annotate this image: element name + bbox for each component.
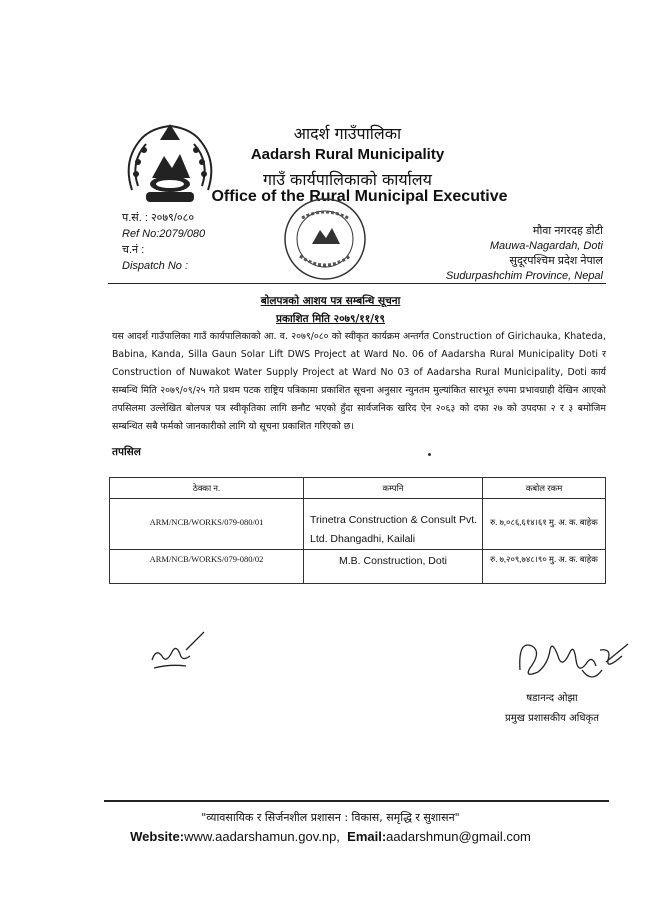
contract-number: ARM/NCB/WORKS/079-080/01 xyxy=(110,499,304,550)
office-name-nepali: गाउँ कार्यपालिकाको कार्यालय xyxy=(263,170,432,189)
footer-contact xyxy=(0,829,661,844)
company-name: Trinetra Construction & Consult Pvt. Ltd. Dhangadhi, Kailali xyxy=(304,499,483,550)
published-date: प्रकाशित मिति २०७९/११/१९ xyxy=(276,313,385,325)
municipality-name-nepali: आदर्श गाउँपालिका xyxy=(293,124,402,143)
email-link[interactable]: aadarshmun@gmail.com xyxy=(386,829,531,844)
table-row xyxy=(110,550,606,584)
address-nepali: मौवा नगरदह डोटी xyxy=(532,225,603,237)
notice-subject xyxy=(0,294,661,308)
province-nepali: सुदूरपश्चिम प्रदेश नेपाल xyxy=(509,255,603,267)
officer-designation: प्रमुख प्रशासकीय अधिकृत xyxy=(505,713,599,724)
bid-amount: रु. ७,०८६,६१४।६१ मु. अ. क. बाहेक xyxy=(483,499,606,550)
ref-number: Ref No:2079/080 xyxy=(122,228,206,240)
company-name: M.B. Construction, Doti xyxy=(304,550,483,584)
footer-motto: "व्यावसायिक र सिर्जनशील प्रशासन : विकास, समृद्धि र सुशासन" xyxy=(201,811,460,824)
official-seal-stamp xyxy=(282,196,368,282)
header-contract-no: ठेक्का न. xyxy=(110,478,304,499)
address-english: Mauwa-Nagardah, Doti xyxy=(489,240,603,252)
address-block xyxy=(446,224,603,284)
email-label: Email: xyxy=(347,829,387,844)
office-name-english: Office of the Rural Municipal Executive xyxy=(211,188,508,205)
website-link[interactable]: www.aadarshamun.gov.np, xyxy=(184,829,340,844)
table-header-row xyxy=(110,478,606,499)
dispatch-number: Dispatch No : xyxy=(122,260,189,272)
reference-block xyxy=(122,210,205,274)
officer-name: षडानन्द ओझा xyxy=(526,693,578,704)
province-english: Sudurpashchim Province, Nepal xyxy=(445,270,603,282)
table-row xyxy=(110,499,606,550)
contract-number: ARM/NCB/WORKS/079-080/02 xyxy=(110,550,304,584)
patra-sankhya: प.सं. : २०७९/०८० xyxy=(122,212,195,224)
bid-amount: रु. ७,२०९,७४८।९० मु. अ. क. बाहेक xyxy=(483,550,606,584)
footer-divider xyxy=(104,800,609,802)
notice-subject-text: बोलपत्रको आशय पत्र सम्बन्धि सूचना xyxy=(260,295,401,307)
header-divider xyxy=(108,283,606,284)
header-company: कम्पनि xyxy=(304,478,483,499)
ink-dot xyxy=(428,453,431,456)
initials-signature xyxy=(146,630,206,676)
contract-table xyxy=(109,477,606,584)
schedule-label: तपसिल xyxy=(112,446,141,458)
municipality-name-english: Aadarsh Rural Municipality xyxy=(250,146,445,163)
chalani-number: च.नं : xyxy=(122,244,145,256)
website-label: Website: xyxy=(130,829,185,844)
notice-body: यस आदर्श गाउँपालिका गाउँ कार्यपालिकाको आ. व. २०७९/०८० को स्वीकृत कार्यक्रम अन्तर्गत Construction of Girichauka, Khateda, Babina, Kanda, Silla Gaun Solar Lift DWS Project at Ward No. 06 of Aadarsha Rural Municipality Doti र Construction of Nuwakot Water Supply Project at Ward No 03 of Aadarsha Rural Municipality, Doti कार्य सम्बन्धि मिति २०७९/०९/२५ गते प्रथम पटक राष्ट्रिय पत्रिकामा प्रकाशित सूचना अनुसार न्युनतम मुल्यांकित सारभूत रुपमा प्रभावग्राही देखिन आएको तपसिलमा उल्लेखित बोलपत्र पत्र स्वीकृतिका लागि छनौट भएको हुँदा सार्वजनिक खरिद ऐन २०६३ को दफा २७ को उपदफा २ र ३ बमोजिम सम्बन्धित सबै फर्मको जानकारीको लागि यो सूचना प्रकाशित गरिएको छ। xyxy=(112,331,606,432)
header-bid-amount: कबोल रकम xyxy=(483,478,606,499)
